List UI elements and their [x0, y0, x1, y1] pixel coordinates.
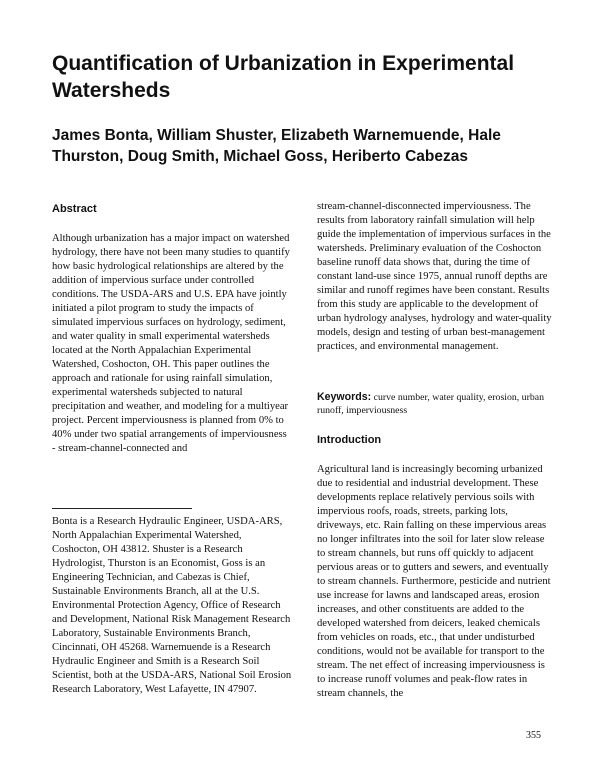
- introduction-heading: Introduction: [317, 434, 382, 446]
- keywords-label: Keywords:: [317, 391, 372, 403]
- keywords-text: curve number, water quality, erosion, urban runoff, imperviousness: [317, 392, 544, 416]
- paper-title: Quantification of Urbanization in Experimental Watersheds: [52, 52, 515, 102]
- author-affiliations-footnote: Bonta is a Research Hydraulic Engineer, USDA-ARS, North Appalachian Experimental Watershed, Coshocton, OH 43812. Shuster is a Research Hydrologist, Thurston is an Economist, Goss is an Engineering Technician, and Cabezas is Chief, Sustainable Environments Branch, all at the U.S. Environmental Protection Agency, Office of Research and Development, National Risk Management Research Laboratory, Sustainable Environments Branch, Cincinnati, OH 45268. Warnemuende is a Research Hydraulic Engineer and Smith is a Research Soil Scientist, both at the USDA-ARS, National Soil Erosion Research Laboratory, West Lafayette, IN 47907.: [52, 516, 292, 695]
- author-list: James Bonta, William Shuster, Elizabeth Warnemuende, Hale Thurston, Doug Smith, Michael Goss, Heriberto Cabezas: [52, 127, 501, 165]
- abstract-text-right: stream-channel-disconnected imperviousness. The results from laboratory rainfall simulation will help guide the implementation of impervious surfaces in the watersheds. Preliminary evaluation of the Coshocton baseline runoff data shows that, during the time of constant land-use since 1975, annual runoff depths are similar and runoff regimes have been constant. Results from this study are applicable to the development of urban hydrology analyses, hydrology and water-quality models, design and testing of urban best-management practices, and environmental management.: [317, 201, 552, 352]
- page-number: 355: [526, 730, 541, 741]
- introduction-text: Agricultural land is increasingly becoming urbanized due to residential and industrial development. These developments replace relatively pervious soils with impervious roofs, roads, streets, parking lots, driveways, etc. Rain falling on these impervious areas no longer infiltrates into the soil for later slow release to stream channels, but runs off quickly to adjacent pervious areas or to gutters and sewers, and eventually to stream channels. Furthermore, pesticide and nutrient use increase for lawns and landscaped areas, erosion increases, and other constituents are added to the developed watershed from deicers, leaked chemicals from vehicles on roads, etc., that under undisturbed conditions, would not be available for transport to the stream. The net effect of increasing imperviousness is to increase runoff volumes and peak-flow rates in stream channels, the: [317, 464, 551, 699]
- abstract-text-left: Although urbanization has a major impact on watershed hydrology, there have not been many studies to quantify how basic hydrological relationships are altered by the addition of impervious surface under controlled conditions. The USDA-ARS and U.S. EPA have jointly initiated a pilot program to study the impacts of simulated impervious surfaces on hydrology, sediment, and water quality in small experimental watersheds located at the North Appalachian Experimental Watershed, Coshocton, OH. This paper outlines the approach and rationale for using rainfall simulation, experimental watersheds subjected to natural precipitation and weather, and modeling for a multiyear project. Percent imperviousness is planned from 0% to 40% under two spatial arrangements of imperviousness - stream-channel-connected and: [52, 233, 290, 454]
- abstract-heading: Abstract: [52, 203, 97, 215]
- keywords: [317, 391, 553, 417]
- footnote-divider: [52, 508, 192, 509]
